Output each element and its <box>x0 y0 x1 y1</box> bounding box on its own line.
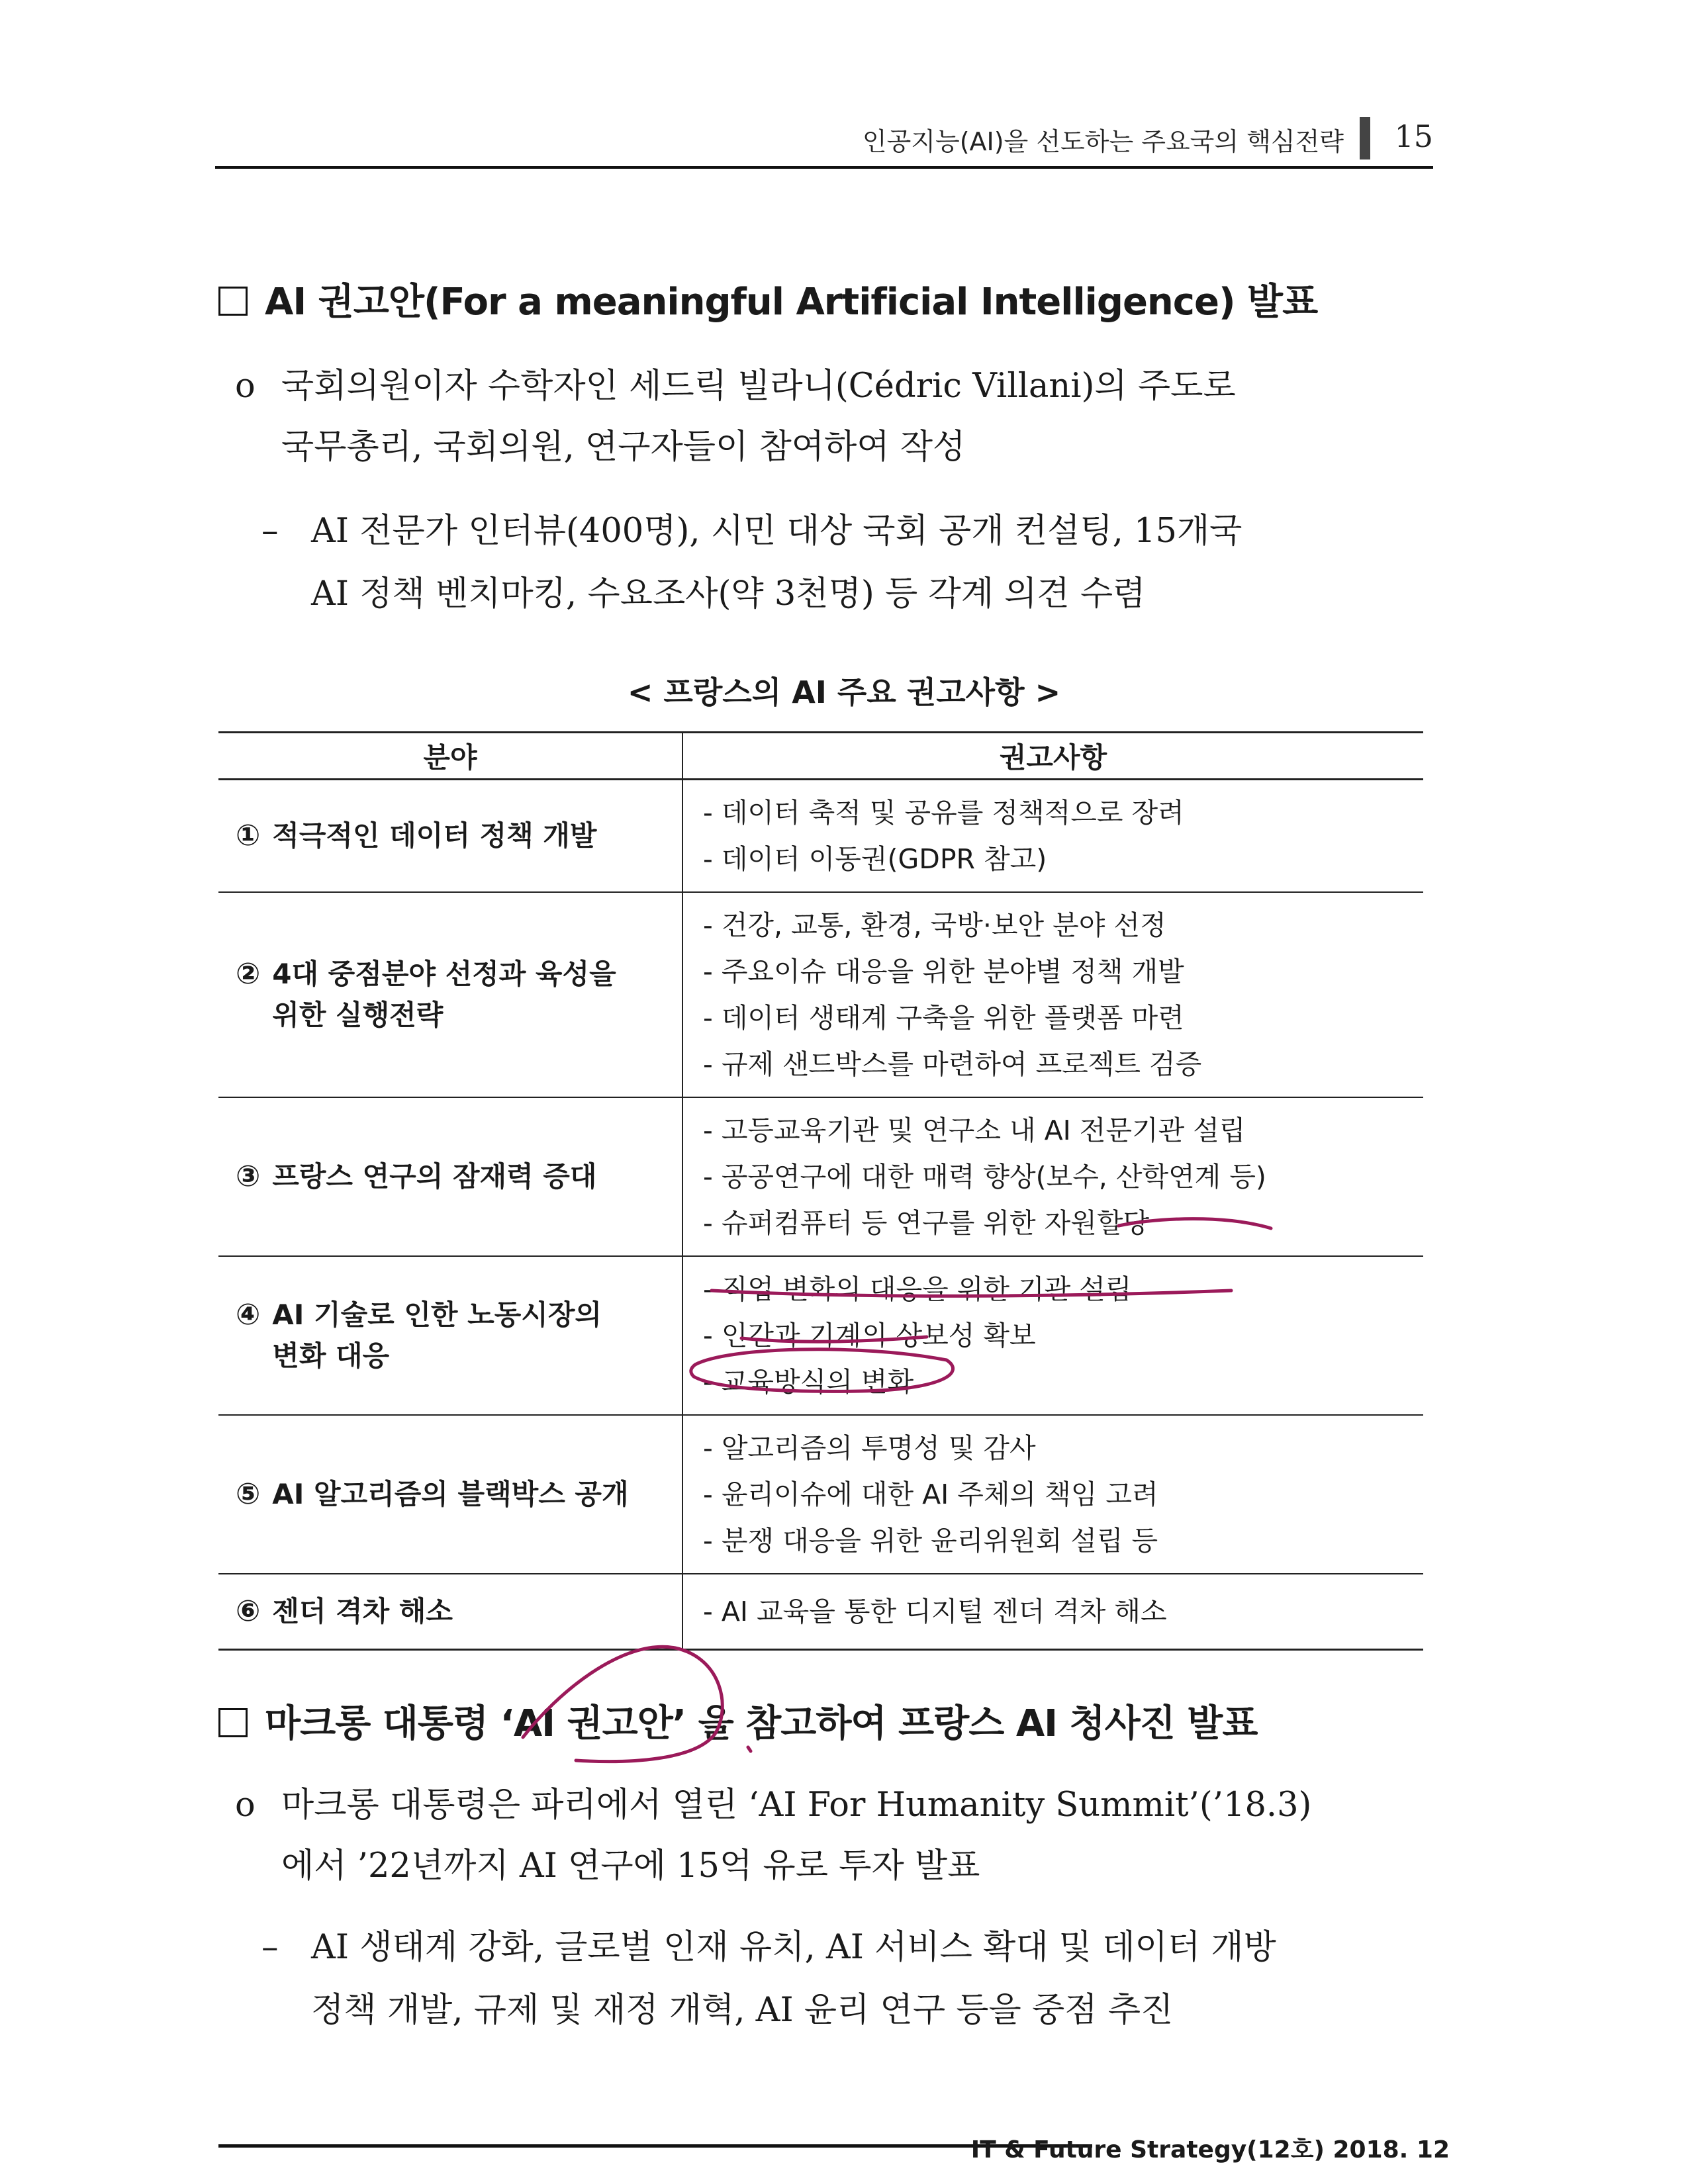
recommendation-item: - 데이터 축적 및 공유를 정책적으로 장려 <box>703 797 1184 829</box>
table-row <box>218 1097 1423 1256</box>
field-label: 위한 실행전략 <box>272 999 444 1031</box>
recommendation-cell <box>682 1415 1423 1574</box>
recommendation-cell <box>682 892 1423 1097</box>
recommendations-table <box>218 731 1423 1651</box>
recommendation-item: - 교육방식의 변화 <box>703 1366 914 1398</box>
recommendation-item: - 슈퍼컴퓨터 등 연구를 위한 자원할당 <box>703 1207 1150 1239</box>
row-number: ② <box>236 957 261 991</box>
field-label: 변화 대응 <box>272 1340 390 1372</box>
recommendation-cell <box>682 1574 1423 1649</box>
running-header <box>215 116 1433 169</box>
table-row <box>218 780 1423 893</box>
table-caption: < 프랑스의 AI 주요 권고사항 > <box>627 674 1061 710</box>
section1-bullet-line-2: 국무총리, 국회의원, 연구자들이 참여하여 작성 <box>281 428 966 467</box>
recommendation-item: - 인간과 기계의 상보성 확보 <box>703 1320 1036 1351</box>
footer-rule <box>218 2144 1092 2148</box>
header-bar <box>1360 117 1370 159</box>
section1-dash-line-2: AI 정책 벤치마킹, 수요조사(약 3천명) 등 각계 의견 수렴 <box>311 574 1146 614</box>
field-label: 적극적인 데이터 정책 개발 <box>272 819 597 852</box>
section1-dash-line-1: AI 전문가 인터뷰(400명), 시민 대상 국회 공개 컨설팅, 15개국 <box>311 512 1243 551</box>
footer-publication: IT & Future Strategy(12호) 2018. 12 <box>970 2136 1450 2163</box>
row-number: ⑥ <box>236 1594 261 1628</box>
table-row <box>218 1415 1423 1574</box>
table-header-row <box>218 733 1423 780</box>
recommendation-item: - 분쟁 대응을 위한 윤리위원회 설립 등 <box>703 1525 1158 1557</box>
dash-marker: – <box>261 512 279 551</box>
section2-bullet-line-1: 마크롱 대통령은 파리에서 열린 ‘AI For Humanity Summit’(’18.3) <box>281 1786 1312 1825</box>
table-row <box>218 1256 1423 1415</box>
recommendation-item: - 규제 샌드박스를 마련하여 프로젝트 검증 <box>703 1048 1202 1080</box>
bullet-marker: o <box>235 1786 256 1825</box>
field-label: 젠더 격차 해소 <box>272 1594 453 1627</box>
recommendation-item: - 데이터 이동권(GDPR 참고) <box>703 843 1047 875</box>
row-number: ⑤ <box>236 1477 261 1511</box>
checkbox-icon <box>218 1708 248 1737</box>
table-row <box>218 892 1423 1097</box>
recommendation-item: - 알고리즘의 투명성 및 감사 <box>703 1432 1036 1464</box>
recommendation-item: - 고등교육기관 및 연구소 내 AI 전문기관 설립 <box>703 1115 1246 1146</box>
table-header-field: 분야 <box>218 733 682 780</box>
field-cell <box>218 1097 682 1256</box>
recommendation-item: - 주요이슈 대응을 위한 분야별 정책 개발 <box>703 956 1184 987</box>
field-cell <box>218 892 682 1097</box>
recommendation-item: - 데이터 생태계 구축을 위한 플랫폼 마련 <box>703 1002 1184 1034</box>
row-number: ③ <box>236 1160 261 1193</box>
bullet-marker: o <box>235 367 256 406</box>
section-heading-1 <box>218 273 1317 326</box>
field-label: 4대 중점분야 선정과 육성을 <box>272 958 616 990</box>
table-header-recommendations: 권고사항 <box>682 733 1423 780</box>
recommendation-item: - 윤리이슈에 대한 AI 주체의 책임 고려 <box>703 1479 1158 1510</box>
footer <box>218 2131 1450 2164</box>
field-label: AI 알고리즘의 블랙박스 공개 <box>272 1478 629 1510</box>
field-label: 프랑스 연구의 잠재력 증대 <box>272 1160 597 1193</box>
field-cell <box>218 1574 682 1649</box>
recommendation-item: - AI 교육을 통한 디지털 젠더 격차 해소 <box>703 1595 1167 1627</box>
recommendation-item: - 건강, 교통, 환경, 국방·보안 분야 선정 <box>703 909 1166 941</box>
page-number: 15 <box>1394 118 1433 154</box>
recommendation-item: - 직업 변화의 대응을 위한 기관 설립 <box>703 1273 1132 1305</box>
checkbox-icon <box>218 287 248 316</box>
section-heading-2 <box>218 1694 1257 1747</box>
recommendation-cell <box>682 1256 1423 1415</box>
section2-dash-line-2: 정책 개발, 규제 및 재정 개혁, AI 윤리 연구 등을 중점 추진 <box>311 1991 1174 2030</box>
row-number: ① <box>236 819 261 852</box>
recommendation-item: - 공공연구에 대한 매력 향상(보수, 산학연계 등) <box>703 1161 1266 1193</box>
section-heading-2-text: 마크롱 대통령 ‘AI 권고안’ 을 참고하여 프랑스 AI 청사진 발표 <box>265 1702 1258 1745</box>
recommendation-cell <box>682 780 1423 893</box>
header-title: 인공지능(AI)을 선도하는 주요국의 핵심전략 <box>862 127 1344 156</box>
recommendation-cell <box>682 1097 1423 1256</box>
field-label: AI 기술로 인한 노동시장의 <box>272 1298 602 1331</box>
section2-bullet-line-2: 에서 ’22년까지 AI 연구에 15억 유로 투자 발표 <box>281 1846 980 1886</box>
pen-mark <box>748 1747 751 1751</box>
field-cell <box>218 1415 682 1574</box>
table-row <box>218 1574 1423 1649</box>
section1-bullet-line-1: 국회의원이자 수학자인 세드릭 빌라니(Cédric Villani)의 주도로 <box>281 367 1236 406</box>
row-number: ④ <box>236 1298 261 1332</box>
dash-marker: – <box>261 1928 279 1967</box>
field-cell <box>218 1256 682 1415</box>
section2-dash-line-1: AI 생태계 강화, 글로벌 인재 유치, AI 서비스 확대 및 데이터 개방 <box>311 1928 1276 1967</box>
section-heading-1-text: AI 권고안(For a meaningful Artificial Intelligence) 발표 <box>265 281 1318 324</box>
header-rule <box>215 166 1433 169</box>
field-cell <box>218 780 682 893</box>
